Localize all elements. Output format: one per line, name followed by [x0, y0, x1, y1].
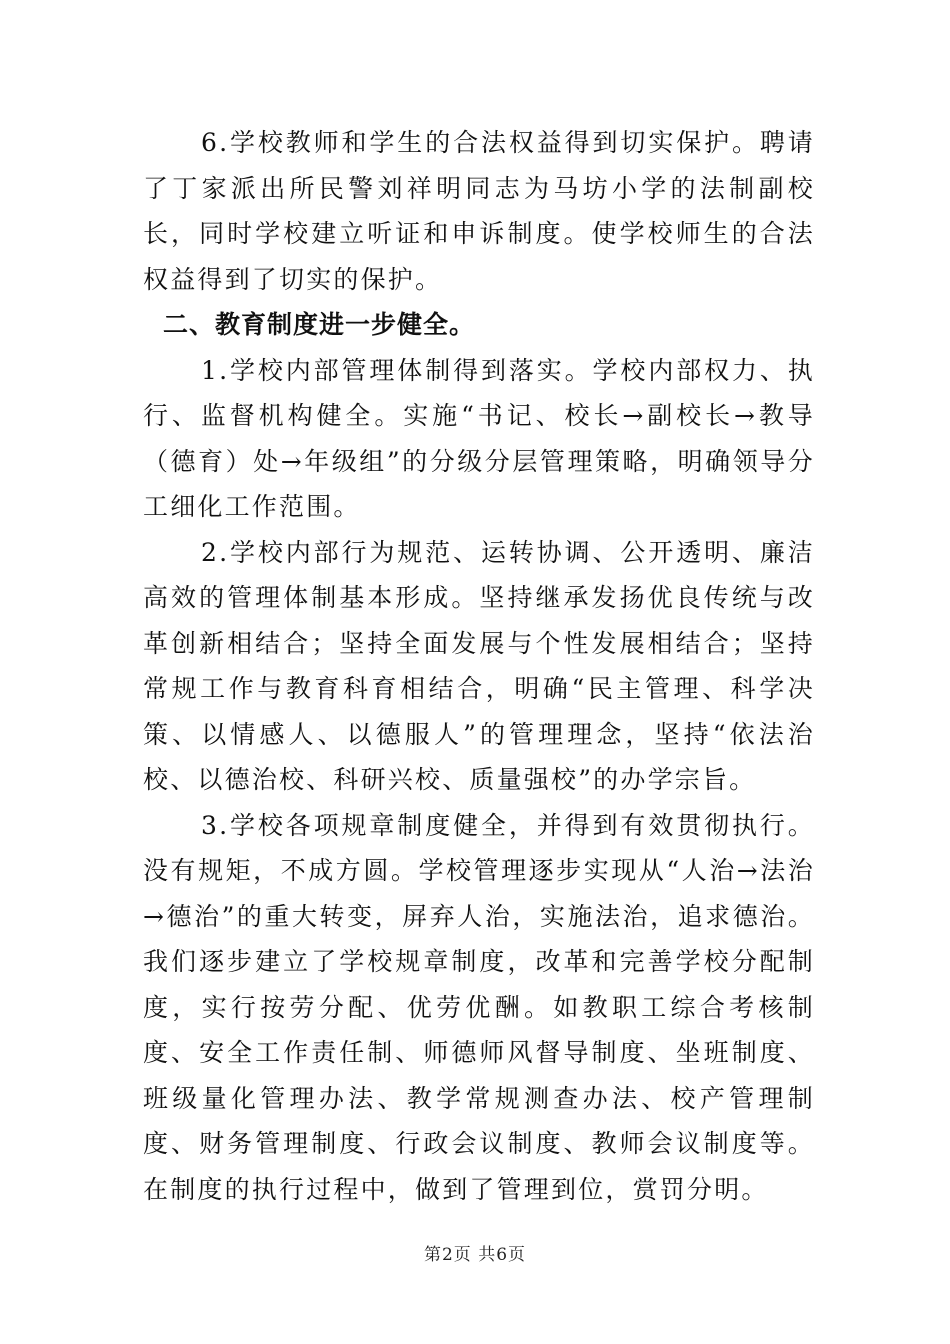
document-body — [143, 120, 815, 1212]
paragraph-rights-protection: 6.学校教师和学生的合法权益得到切实保护。聘请了丁家派出所民警刘祥明同志为马坊小学的法制副校长，同时学校建立听证和申诉制度。使学校师生的合法权益得到了切实的保护。 — [143, 128, 815, 294]
paragraph-management-system: 1.学校内部管理体制得到落实。学校内部权力、执行、监督机构健全。实施“书记、校长→副校长→教导（德育）处→年级组”的分级分层管理策略，明确领导分工细化工作范围。 — [143, 355, 815, 521]
section-heading-education-system: 二、教育制度进一步健全。 — [163, 310, 476, 339]
page-number-footer: 第2页 共6页 — [423, 1245, 527, 1265]
paragraph-management-mechanism: 2.学校内部行为规范、运转协调、公开透明、廉洁高效的管理体制基本形成。坚持继承发扬优良传统与改革创新相结合；坚持全面发展与个性发展相结合；坚持常规工作与教育科育相结合，明确“民主管理、科学决策、以情感人、以德服人”的管理理念，坚持“依法治校、以德治校、科研兴校、质量强校”的办学宗旨。 — [143, 537, 815, 794]
paragraph-regulations: 3.学校各项规章制度健全，并得到有效贯彻执行。没有规矩，不成方圆。学校管理逐步实现从“人治→法治→德治”的重大转变，屏弃人治，实施法治，追求德治。我们逐步建立了学校规章制度，改革和完善学校分配制度，实行按劳分配、优劳优酬。如教职工综合考核制度、安全工作责任制、师德师风督导制度、坐班制度、班级量化管理办法、教学常规测查办法、校产管理制度、财务管理制度、行政会议制度、教师会议制度等。在制度的执行过程中，做到了管理到位，赏罚分明。 — [143, 810, 815, 1204]
